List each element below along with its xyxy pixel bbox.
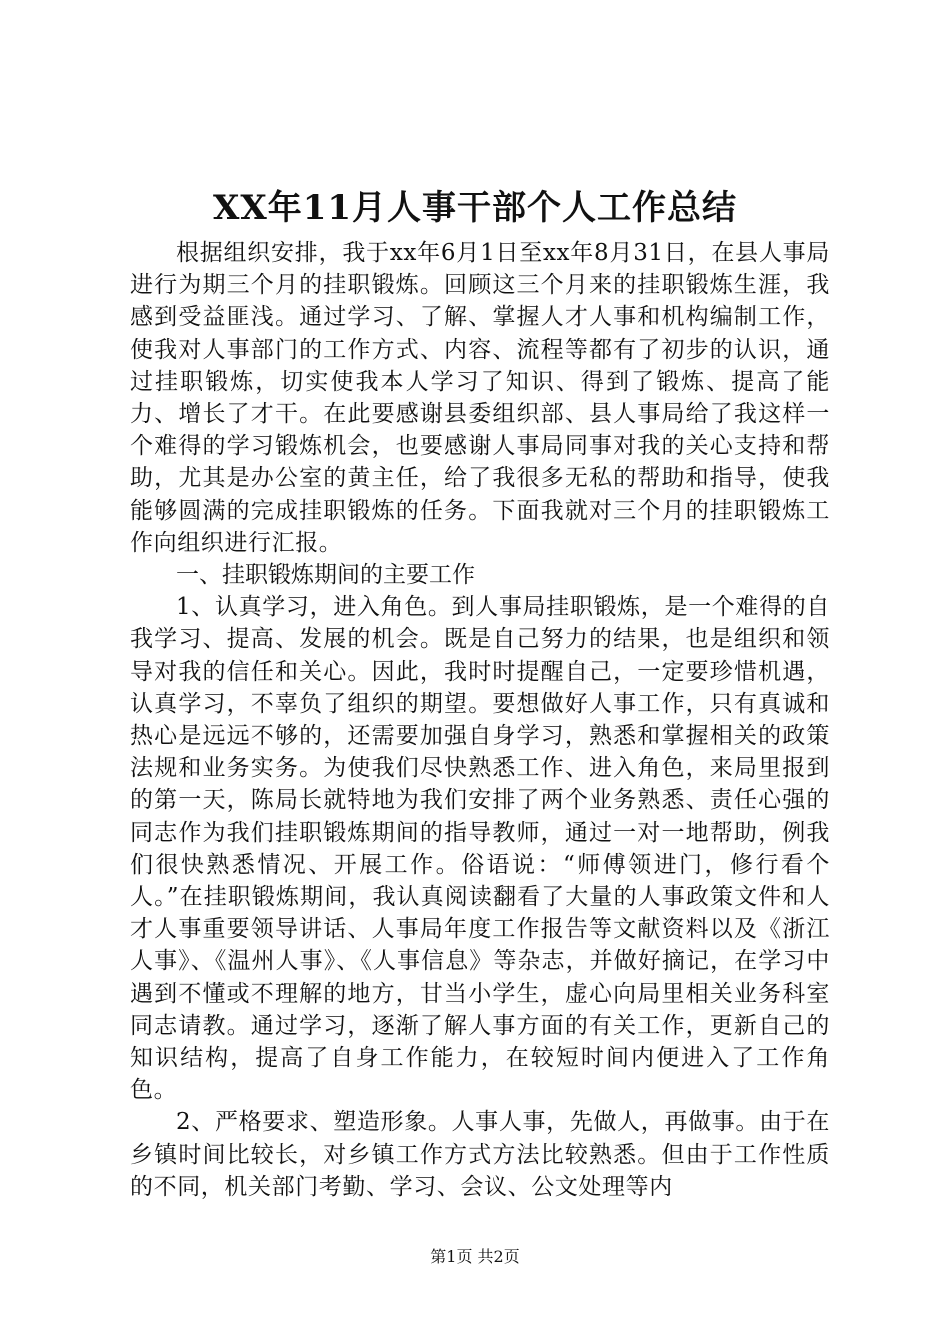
document-title: XX年11月人事干部个人工作总结 (212, 188, 738, 228)
document-body (130, 237, 830, 1203)
paragraph-item-2: 2、严格要求、塑造形象。人事人事，先做人，再做事。由于在乡镇时间比较长，对乡镇工作方式方法比较熟悉。但由于工作性质的不同，机关部门考勤、学习、会议、公文处理等内 (130, 1109, 830, 1200)
section-heading: 一、挂职锻炼期间的主要工作 (176, 562, 475, 589)
page-footer: 第1页 共2页 (430, 1247, 520, 1266)
paragraph-intro: 根据组织安排，我于xx年6月1日至xx年8月31日，在县人事局进行为期三个月的挂职锻炼。回顾这三个月来的挂职锻炼生涯，我感到受益匪浅。通过学习、了解、掌握人才人事和机构编制工作，使我对人事部门的工作方式、内容、流程等都有了初步的认识，通过挂职锻炼，切实使我本人学习了知识、得到了锻炼、提高了能力、增长了才干。在此要感谢县委组织部、县人事局给了我这样一个难得的学习锻炼机会，也要感谢人事局同事对我的关心支持和帮助，尤其是办公室的黄主任，给了我很多无私的帮助和指导，使我能够圆满的完成挂职锻炼的任务。下面我就对三个月的挂职锻炼工作向组织进行汇报。 (130, 240, 830, 556)
paragraph-item-1: 1、认真学习，进入角色。到人事局挂职锻炼，是一个难得的自我学习、提高、发展的机会。既是自己努力的结果，也是组织和领导对我的信任和关心。因此，我时时提醒自己，一定要珍惜机遇，认真学习，不辜负了组织的期望。要想做好人事工作，只有真诚和热心是远远不够的，还需要加强自身学习，熟悉和掌握相关的政策法规和业务实务。为使我们尽快熟悉工作、进入角色，来局里报到的第一天，陈局长就特地为我们安排了两个业务熟悉、责任心强的同志作为我们挂职锻炼期间的指导教师，通过一对一地帮助，例我们很快熟悉情况、开展工作。俗语说：“师傅领进门，修行看个人。”在挂职锻炼期间，我认真阅读翻看了大量的人事政策文件和人才人事重要领导讲话、人事局年度工作报告等文献资料以及《浙江人事》、《温州人事》、《人事信息》等杂志，并做好摘记，在学习中遇到不懂或不理解的地方，甘当小学生，虚心向局里相关业务科室同志请教。通过学习，逐渐了解人事方面的有关工作，更新自己的知识结构，提高了自身工作能力，在较短时间内便进入了工作角色。 (130, 594, 830, 1104)
